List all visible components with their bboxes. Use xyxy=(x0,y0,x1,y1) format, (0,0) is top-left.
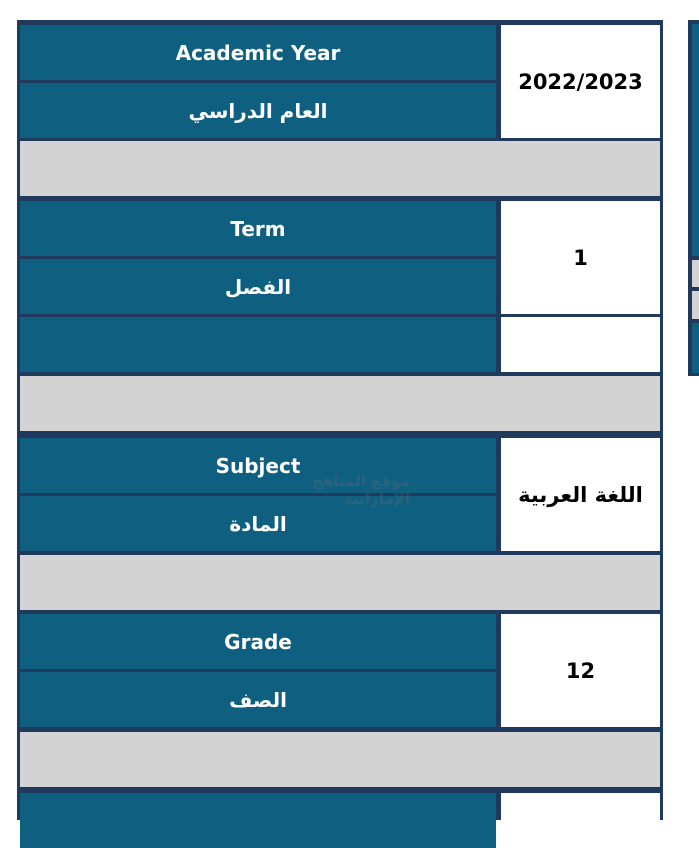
spacer-row xyxy=(20,732,660,787)
term-label-ar xyxy=(20,259,496,314)
academic-year-label-text: Academic Year xyxy=(175,40,341,65)
next-value-cell xyxy=(501,793,660,823)
adjacent-table-edge xyxy=(688,20,699,376)
grade-label xyxy=(20,614,496,669)
subject-value-text: اللغة العربية xyxy=(518,482,643,507)
term-value xyxy=(501,201,660,314)
adjacent-spacer-cell xyxy=(692,291,699,319)
adjacent-label-cell xyxy=(692,24,699,256)
academic-year-label xyxy=(20,25,496,80)
grade-label-text: Grade xyxy=(224,629,292,654)
spacer-row xyxy=(20,376,660,431)
grade-value-text: 12 xyxy=(565,658,596,683)
subject-label-text: Subject xyxy=(215,453,301,478)
empty-value-cell xyxy=(501,317,660,372)
grade-label-ar-text: الصف xyxy=(229,687,287,712)
academic-year-value xyxy=(501,25,660,138)
term-label-text: Term xyxy=(230,216,286,241)
empty-label-cell xyxy=(20,317,496,372)
info-table xyxy=(17,20,663,820)
academic-year-label-ar xyxy=(20,83,496,138)
grade-value xyxy=(501,614,660,727)
adjacent-label-cell xyxy=(692,323,699,373)
watermark-text: موقع المناهج الإماراتية xyxy=(312,472,410,508)
grade-label-ar xyxy=(20,672,496,727)
subject-label-ar-text: المادة xyxy=(229,511,287,536)
subject-value xyxy=(501,438,660,551)
term-label-ar-text: الفصل xyxy=(224,274,292,299)
term-label xyxy=(20,201,496,256)
term-value-text: 1 xyxy=(573,245,588,270)
academic-year-label-ar-text: العام الدراسي xyxy=(188,98,328,123)
site-watermark xyxy=(270,455,410,525)
subject-label-ar xyxy=(20,496,496,551)
next-label-cell xyxy=(20,793,496,848)
subject-label xyxy=(20,438,496,493)
adjacent-spacer-cell xyxy=(692,260,699,287)
academic-year-value-text: 2022/2023 xyxy=(518,69,643,94)
spacer-row xyxy=(20,141,660,196)
spacer-row xyxy=(20,555,660,610)
